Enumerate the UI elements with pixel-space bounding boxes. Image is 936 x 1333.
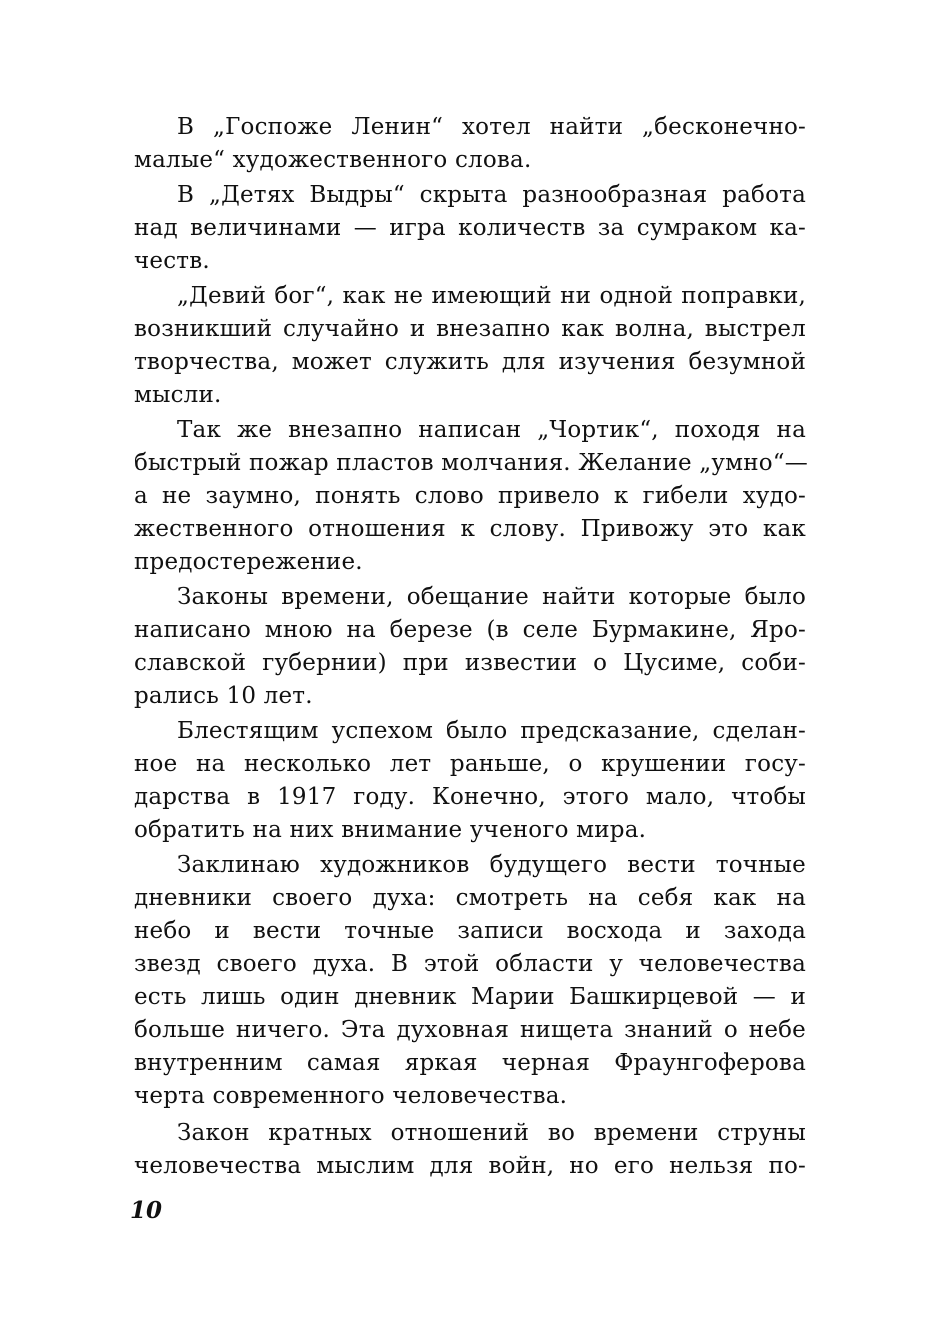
- text-line: над величинами — игра количеств за сумраком ка-: [134, 215, 806, 241]
- text-line: дневники своего духа: смотреть на себя как на: [134, 885, 806, 911]
- text-line: быстрый пожар пластов молчания. Желание „умно“—: [134, 450, 808, 476]
- text-line: небо и вести точные записи восхода и захода: [134, 918, 806, 944]
- page-number: 10: [130, 1197, 163, 1224]
- text-line: звезд своего духа. В этой области у человечества: [134, 951, 806, 977]
- text-line: Блестящим успехом было предсказание, сделан-: [177, 718, 806, 744]
- text-line: человечества мыслим для войн, но его нельзя по-: [134, 1153, 806, 1179]
- text-line: возникший случайно и внезапно как волна, выстрел: [134, 316, 806, 342]
- text-line: жественного отношения к слову. Привожу это как: [134, 516, 806, 542]
- text-line: честв.: [134, 248, 210, 274]
- text-line: мысли.: [134, 382, 222, 408]
- text-line: творчества, может служить для изучения безумной: [134, 349, 806, 375]
- text-line: рались 10 лет.: [134, 683, 313, 709]
- text-line: В „Детях Выдры“ скрыта разнообразная работа: [177, 182, 806, 208]
- text-line: дарства в 1917 году. Конечно, этого мало, чтобы: [134, 784, 806, 810]
- text-line: внутренним самая яркая черная Фраунгоферова: [134, 1050, 806, 1076]
- text-line: Законы времени, обещание найти которые было: [177, 584, 806, 610]
- text-line: черта современного человечества.: [134, 1083, 568, 1109]
- text-line: малые“ художественного слова.: [134, 147, 532, 173]
- text-line: а не заумно, понять слово привело к гибели худо-: [134, 483, 806, 509]
- text-line: больше ничего. Эта духовная нищета знаний о небе: [134, 1017, 806, 1043]
- text-line: Закон кратных отношений во времени струны: [177, 1120, 806, 1146]
- text-line: обратить на них внимание ученого мира.: [134, 817, 647, 843]
- text-line: есть лишь один дневник Марии Башкирцевой — и: [134, 984, 806, 1010]
- text-line: славской губернии) при известии о Цусиме, соби-: [134, 650, 806, 676]
- text-line: написано мною на березе (в селе Бурмакине, Яро-: [134, 617, 806, 643]
- text-line: предостережение.: [134, 549, 363, 575]
- text-line: „Девий бог“, как не имеющий ни одной поправки,: [177, 283, 806, 309]
- text-line: ное на несколько лет раньше, о крушении госу-: [134, 751, 806, 777]
- text-line: В „Госпоже Ленин“ хотел найти „бесконечно-: [177, 114, 806, 140]
- text-line: Так же внезапно написан „Чортик“, походя на: [177, 417, 806, 443]
- text-line: Заклинаю художников будущего вести точные: [177, 852, 806, 878]
